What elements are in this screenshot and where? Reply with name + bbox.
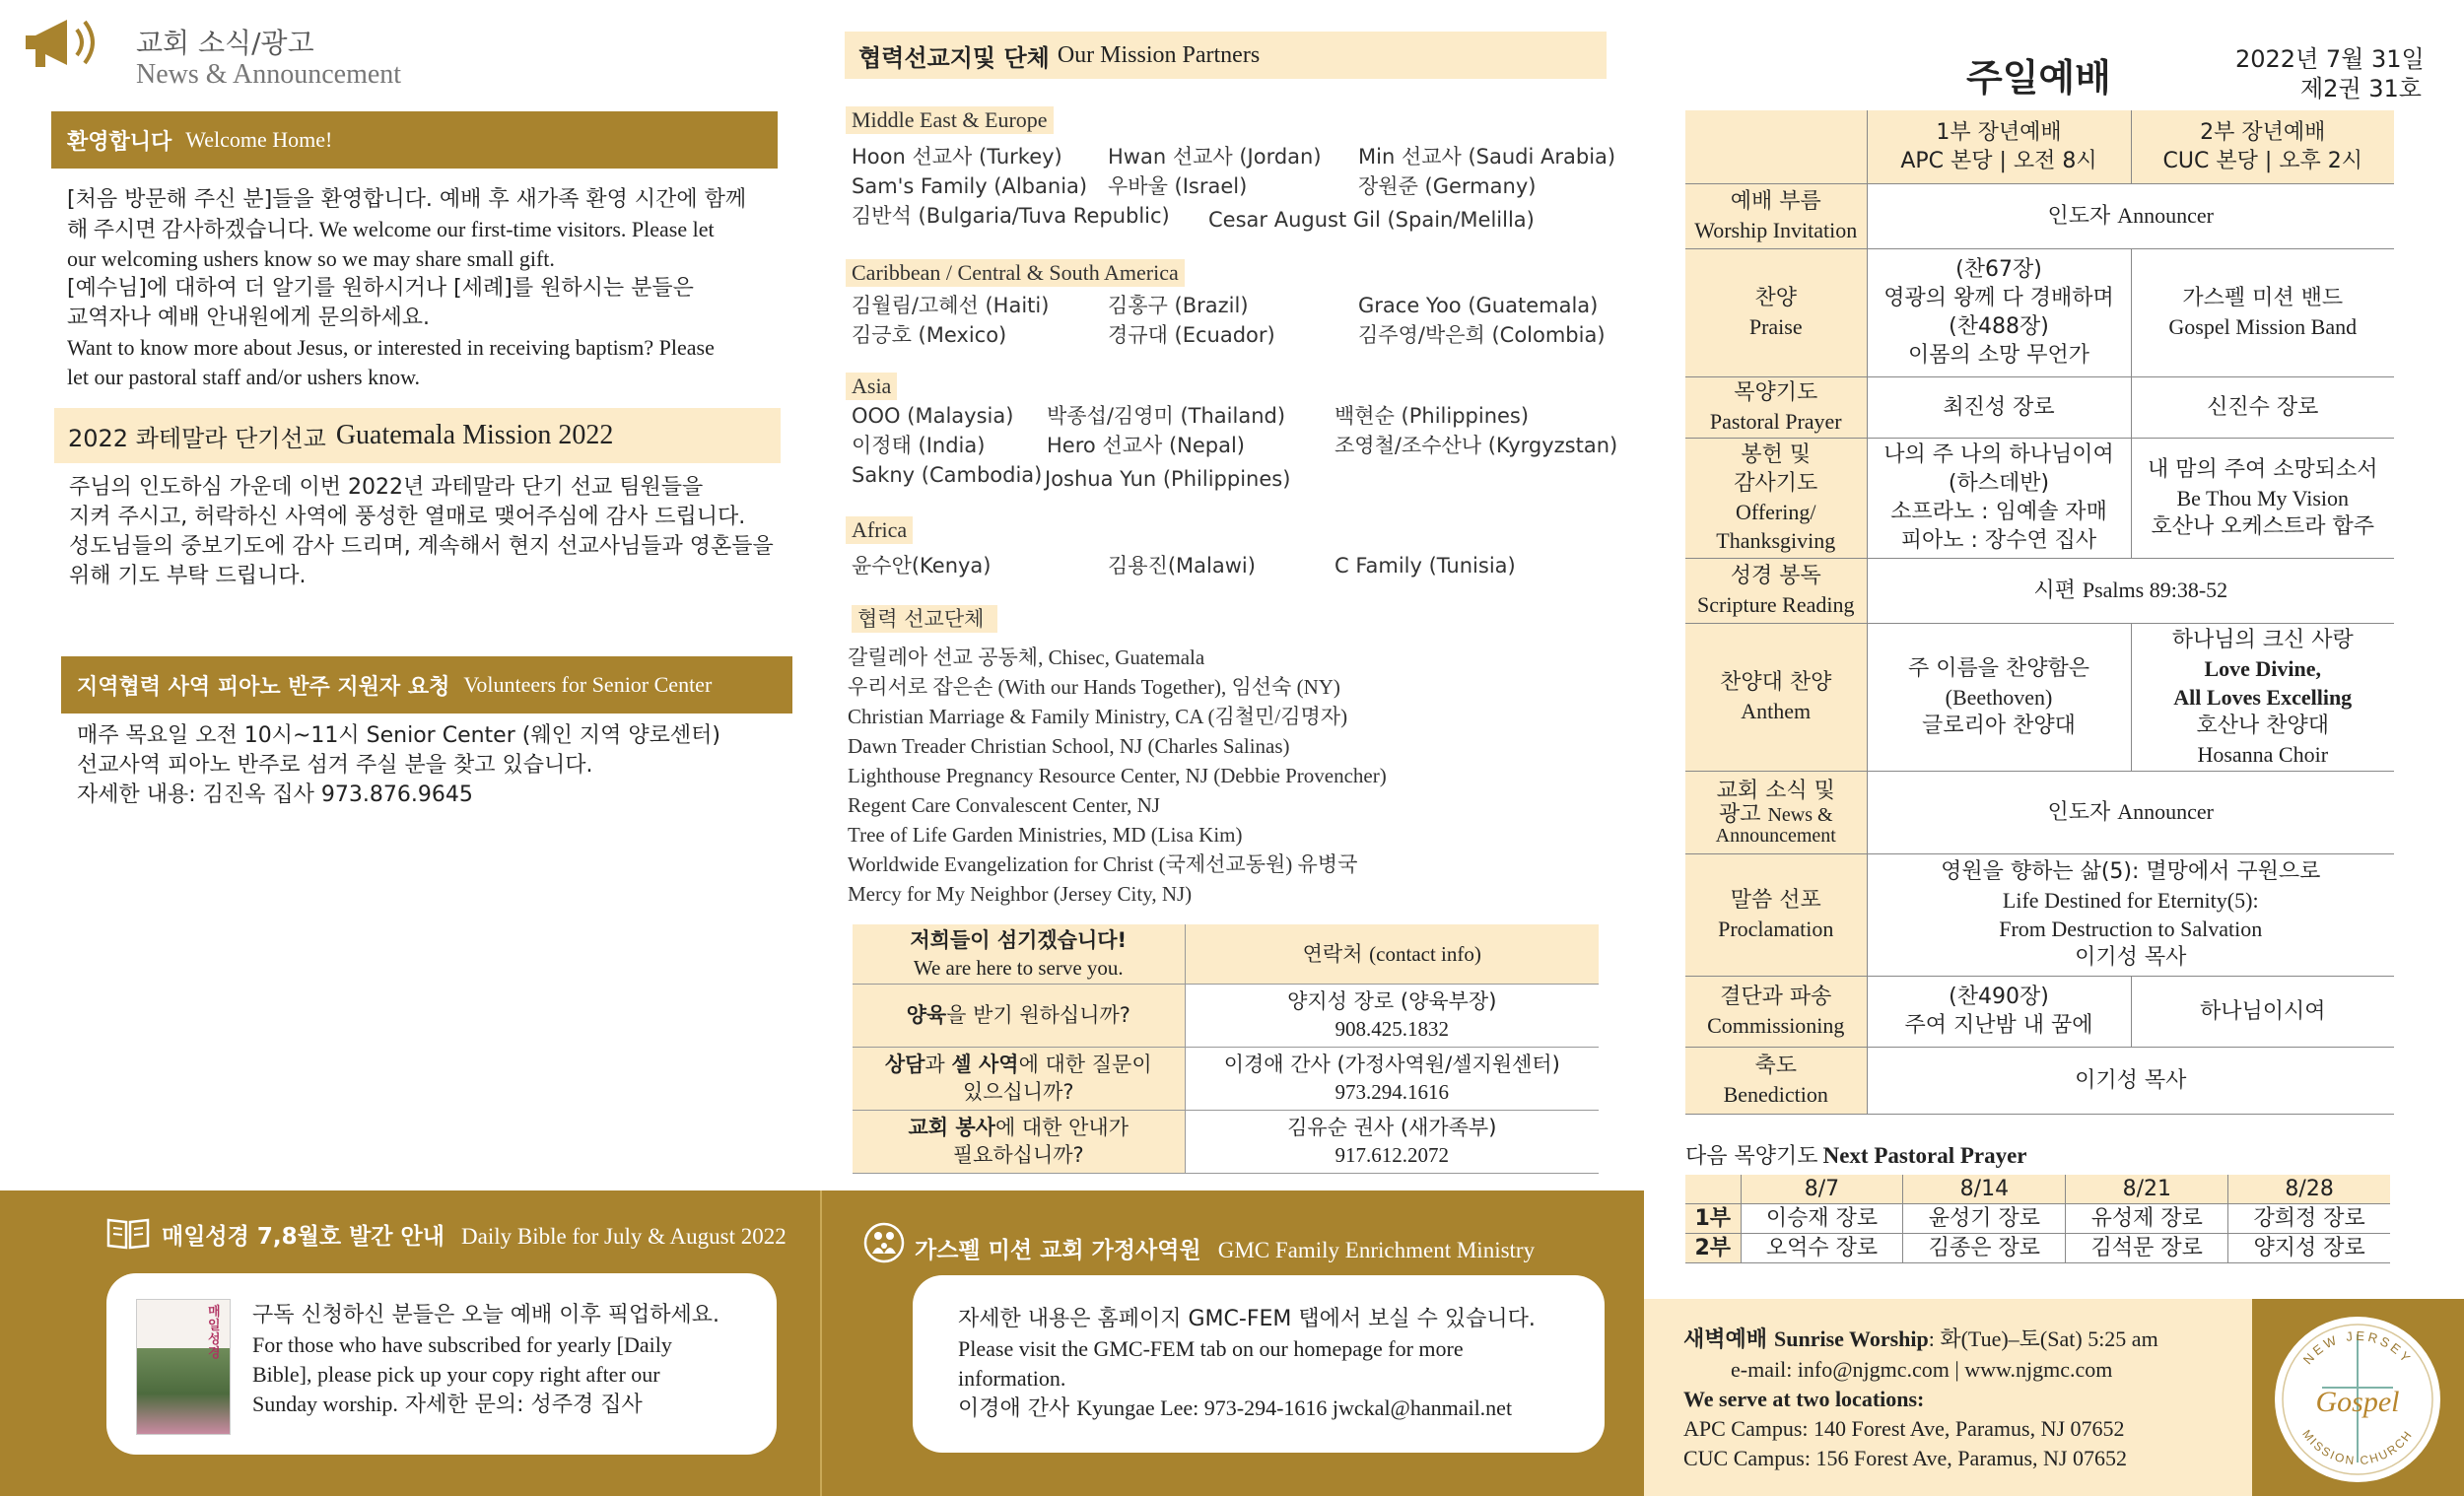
praise-2-ko: 가스펠 미션 밴드 <box>2182 286 2344 310</box>
region-asia: Asia <box>846 373 897 400</box>
serve-r2-rest: 에 대한 질문이 <box>1018 1053 1152 1076</box>
anthem-1-line: 주 이름을 찬양함은 <box>1907 655 2089 681</box>
anthem-1-line: 글로리아 찬양대 <box>1922 713 2076 738</box>
family-body <box>958 1305 1589 1424</box>
partner: C Family (Tunisia) <box>1335 554 1516 578</box>
prayer-date: 8/7 <box>1741 1175 1903 1204</box>
bible-title-ko: 매일성경 7,8월호 발간 안내 <box>162 1224 445 1250</box>
partner: 김월림/고혜선 (Haiti) <box>852 294 1050 317</box>
next-prayer-table <box>1685 1175 2390 1263</box>
serve-head-ko: 저희들이 섬기겠습니다! <box>910 927 1128 952</box>
guatemala-body <box>69 473 779 591</box>
commission-2: 하나님이시여 <box>2131 976 2394 1047</box>
row-label-en: Benediction <box>1723 1082 1828 1107</box>
welcome-line: [처음 방문해 주신 분]들을 환영합니다. 예배 후 새가족 환영 시간에 함께 <box>67 187 747 212</box>
table-row <box>1685 976 2394 1047</box>
news-value-en: Announcer <box>2117 799 2214 824</box>
logo-mid-text: Gospel <box>2315 1386 2400 1418</box>
bible-cover-image <box>136 1299 231 1435</box>
guatemala-header-en: Guatemala Mission 2022 <box>335 420 614 450</box>
partner: Sakny (Cambodia) <box>852 463 1043 487</box>
serve-r2-line2: 있으십니까? <box>962 1080 1074 1104</box>
pastoral-1: 최진성 장로 <box>1867 376 2131 438</box>
footer-text <box>1683 1325 2158 1473</box>
offering-1-line: (하스데반) <box>1948 471 2050 496</box>
serve-head-en: We are here to serve you. <box>913 955 1124 980</box>
welcome-line: Want to know more about Jesus, or interested in receiving baptism? Please <box>67 335 715 360</box>
anthem-2-line: All Loves Excelling <box>2173 684 2353 710</box>
table-row <box>1685 110 2394 183</box>
partner: OOO (Malaysia) <box>852 404 1014 428</box>
praise-1-line: (찬67장) <box>1955 257 2042 282</box>
bible-card <box>106 1273 777 1455</box>
partner: Hoon 선교사 (Turkey) <box>852 145 1062 169</box>
logo-bottom-text: MISSION CHURCH <box>2299 1427 2416 1468</box>
anthem-2-line: Love Divine, <box>2204 655 2322 681</box>
welcome-line: our welcoming ushers know so we may share small gift. <box>67 246 555 271</box>
offering-2-line: 내 맘의 주여 소망되소서 <box>2147 456 2378 482</box>
welcome-line: 교역자나 예배 안내원에게 문의하세요. <box>67 306 431 330</box>
row-label-en: Worship Invitation <box>1694 218 1858 242</box>
partner: Hero 선교사 (Nepal) <box>1047 434 1245 457</box>
offering-2-line: Be Thou My Vision <box>2176 485 2349 510</box>
row-label-en: Thanksgiving <box>1716 528 1836 553</box>
praise-1-line: (찬488장) <box>1949 314 2049 339</box>
prayer-name: 김종은 장로 <box>1903 1234 2066 1263</box>
megaphone-icon <box>22 14 108 71</box>
table-row <box>853 984 1599 1047</box>
news-value-ko: 인도자 <box>2047 800 2111 825</box>
sunrise-time: : 화(Tue)–토(Sat) 5:25 am <box>1928 1326 2158 1351</box>
offering-1-line: 소프라노 : 임예솔 자매 <box>1890 500 2107 524</box>
anthem-1-line: (Beethoven) <box>1945 684 2053 710</box>
row-label-en: Pastoral Prayer <box>1709 409 1842 434</box>
guatemala-header-ko: 2022 콰테말라 단기선교 <box>68 424 326 452</box>
missions-header-en: Our Mission Partners <box>1057 41 1261 68</box>
row-label-ko: 예배 부름 <box>1730 189 1821 214</box>
partner: Cesar August Gil (Spain/Melilla) <box>1208 208 1535 232</box>
region-caribbean: Caribbean / Central & South America <box>846 259 1185 287</box>
piano-body <box>77 721 787 810</box>
bible-cover-title: 매일성경 <box>208 1305 221 1361</box>
next-prayer-title-en: Next Pastoral Prayer <box>1822 1143 2027 1168</box>
family-line: information. <box>958 1366 1066 1391</box>
family-icon <box>863 1222 905 1263</box>
piano-header-en: Volunteers for Senior Center <box>463 672 713 697</box>
next-prayer-title-ko: 다음 목양기도 <box>1685 1144 1818 1169</box>
region-orgs: 협력 선교단체 <box>852 605 997 633</box>
partner: 박종섭/김영미 (Thailand) <box>1047 404 1286 428</box>
anthem-2-line: Hosanna Choir <box>2197 741 2329 767</box>
band-divider <box>820 1190 822 1496</box>
apc-address: APC Campus: 140 Forest Ave, Paramus, NJ 07652 <box>1683 1416 2125 1441</box>
serve-contact-en: (contact info) <box>1369 941 1481 966</box>
serve-r1-bold: 양육 <box>906 1003 947 1027</box>
partner: 조영철/조수산나 (Kyrgyzstan) <box>1335 434 1618 457</box>
guatemala-line: 주님의 인도하심 가운데 이번 2022년 과테말라 단기 선교 팀원들을 <box>69 475 704 500</box>
worship-title: 주일예배 <box>1966 56 2111 100</box>
org-item: 우리서로 잡은손 (With our Hands Together), 임선숙 (NY) <box>848 675 1340 699</box>
partner: Min 선교사 (Saudi Arabia) <box>1358 145 1616 169</box>
welcome-header <box>51 111 778 169</box>
prayer-date: 8/21 <box>2066 1175 2228 1204</box>
row-label-en: Scripture Reading <box>1697 592 1855 617</box>
row-label-en: Proclamation <box>1718 917 1834 941</box>
serve-contact-ko: 연락처 <box>1302 941 1363 966</box>
table-row <box>1685 771 2394 853</box>
family-card <box>913 1275 1605 1453</box>
table-row <box>853 1110 1599 1173</box>
prayer-name: 윤성기 장로 <box>1903 1204 2066 1234</box>
praise-1-line: 이몸의 소망 무언가 <box>1907 343 2089 368</box>
serve-locations-title: We serve at two locations: <box>1683 1387 1925 1411</box>
row-label-ko: 찬양대 찬양 <box>1720 670 1832 695</box>
piano-header-ko: 지역협력 사역 피아노 반주 지원자 요청 <box>77 674 450 700</box>
bible-line: Sunday worship. <box>252 1392 398 1416</box>
guatemala-header <box>54 408 781 463</box>
table-row <box>1685 558 2394 623</box>
serve-r3-bold: 교회 봉사 <box>908 1116 995 1139</box>
serve-r2-bold2: 셀 사역 <box>951 1053 1019 1076</box>
prayer-name: 이승재 장로 <box>1741 1204 1903 1234</box>
row-label-ko: 교회 소식 및 <box>1716 779 1835 803</box>
serve-r3-phone: 917.612.2072 <box>1335 1143 1449 1167</box>
prayer-name: 강희정 장로 <box>2228 1204 2390 1234</box>
scripture-ko: 시편 <box>2033 578 2076 603</box>
serve-r1-rest: 을 받기 원하십니까? <box>946 1003 1130 1027</box>
org-item: Christian Marriage & Family Ministry, CA (김철민/김명자) <box>848 705 1348 728</box>
org-item: Mercy for My Neighbor (Jersey City, NJ) <box>848 882 1193 906</box>
partner: 윤수안(Kenya) <box>852 554 992 578</box>
partner: 김홍구 (Brazil) <box>1108 294 1249 317</box>
bible-title-en: Daily Bible for July & August 2022 <box>461 1224 787 1249</box>
piano-line: 매주 목요일 오전 10시~11시 Senior Center (웨인 지역 양로센터) <box>77 723 720 748</box>
region-middle-east: Middle East & Europe <box>846 106 1054 134</box>
partner: 장원준 (Germany) <box>1358 174 1537 198</box>
offering-1-line: 나의 주 나의 하나님이여 <box>1883 442 2114 467</box>
praise-2-en: Gospel Mission Band <box>2168 314 2358 339</box>
offering-2-line: 호산나 오케스트라 합주 <box>2151 513 2374 539</box>
row-label-en: Announcement <box>1715 825 1836 847</box>
benediction-value: 이기성 목사 <box>1867 1047 2394 1114</box>
org-item: Lighthouse Pregnancy Resource Center, NJ (Debbie Provencher) <box>848 764 1387 787</box>
service1-location: APC 본당 | 오전 8시 <box>1900 148 2097 173</box>
serve-r2-bold: 상담 <box>884 1053 925 1076</box>
guatemala-line: 성도님들의 중보기도에 감사 드리며, 계속해서 현지 선교사님들과 영혼들을 <box>69 534 774 559</box>
partner: 김반석 (Bulgaria/Tuva Republic) <box>852 204 1170 228</box>
table-row <box>853 1047 1599 1110</box>
prayer-name: 유성제 장로 <box>2066 1204 2228 1234</box>
contact-line: e-mail: info@njgmc.com | www.njgmc.com <box>1731 1357 2113 1382</box>
pastoral-2: 신진수 장로 <box>2131 376 2394 438</box>
table-row <box>1685 438 2394 558</box>
serve-r3-line2: 필요하십니까? <box>952 1143 1084 1167</box>
serve-r2-mid: 과 <box>924 1053 952 1076</box>
commission-1-line: (찬490장) <box>1949 985 2049 1009</box>
scripture-en: Psalms 89:38-52 <box>2082 578 2228 602</box>
table-row <box>1685 1204 2390 1234</box>
anthem-2-line: 호산나 찬양대 <box>2196 713 2329 738</box>
family-line: 자세한 내용은 홈페이지 GMC-FEM 탭에서 보실 수 있습니다. <box>958 1307 1536 1331</box>
bible-line-ko: 자세한 문의: 성주경 집사 <box>404 1393 643 1417</box>
serve-r3-name: 김유순 권사 (새가족부) <box>1287 1116 1497 1139</box>
missions-header-ko: 협력선교지및 단체 <box>858 43 1050 72</box>
welcome-line: let our pastoral staff and/or ushers know. <box>67 365 421 389</box>
partner: 김긍호 (Mexico) <box>852 323 1007 347</box>
row-label-ko: 말씀 선포 <box>1730 888 1821 913</box>
sermon-title-en: Life Destined for Eternity(5): <box>2002 888 2259 913</box>
invitation-value-ko: 인도자 <box>2047 204 2111 229</box>
org-item: Dawn Treader Christian School, NJ (Charles Salinas) <box>848 734 1290 758</box>
table-row <box>1685 248 2394 376</box>
logo-top-text: NEW JERSEY <box>2299 1327 2416 1368</box>
row-label-ko: 찬양 <box>1754 286 1797 310</box>
region-africa: Africa <box>846 516 913 544</box>
praise-1-line: 영광의 왕께 다 경배하며 <box>1883 286 2114 310</box>
worship-date: 2022년 7월 31일 <box>2235 45 2425 73</box>
prayer-name: 양지성 장로 <box>2228 1234 2390 1263</box>
org-item: Tree of Life Garden Ministries, MD (Lisa Kim) <box>848 823 1243 847</box>
prayer-row-label: 2부 <box>1685 1234 1741 1263</box>
serve-r2-phone: 973.294.1616 <box>1335 1080 1449 1104</box>
sunrise-ko: 새벽예배 <box>1683 1327 1768 1352</box>
family-title-ko: 가스펠 미션 교회 가정사역원 <box>915 1238 1201 1263</box>
serve-table <box>853 924 1599 1174</box>
row-label-ko: 목양기도 <box>1734 380 1818 405</box>
welcome-header-en: Welcome Home! <box>185 127 333 152</box>
serve-r1-name: 양지성 장로 (양육부장) <box>1287 989 1497 1013</box>
table-row <box>1685 853 2394 976</box>
row-label-ko: 봉헌 및 <box>1741 442 1812 467</box>
guatemala-line: 지켜 주시고, 허락하신 사역에 풍성한 열매로 맺어주심에 감사 드립니다. <box>69 505 746 529</box>
news-title-ko: 교회 소식/광고 <box>136 27 314 59</box>
prayer-date: 8/14 <box>1903 1175 2066 1204</box>
table-row <box>1685 1047 2394 1114</box>
table-row <box>1685 1234 2390 1263</box>
sermon-title-en: From Destruction to Salvation <box>1999 917 2263 941</box>
bible-line: For those who have subscribed for yearly [Daily <box>252 1332 672 1357</box>
service2-location: CUC 본당 | 오후 2시 <box>2162 148 2362 173</box>
row-label-en: News & <box>1767 804 1833 826</box>
row-label-ko: 결단과 파송 <box>1720 985 1832 1009</box>
welcome-line: [예수님]에 대하여 더 알기를 원하시거나 [세례]를 원하시는 분들은 <box>67 276 694 301</box>
piano-header <box>61 656 792 714</box>
family-line: Kyungae Lee: 973-294-1616 jwckal@hanmail.net <box>1076 1395 1513 1420</box>
family-title-en: GMC Family Enrichment Ministry <box>1217 1238 1536 1262</box>
family-title <box>915 1232 1535 1264</box>
row-label-ko: 축도 <box>1754 1054 1797 1078</box>
row-label-en: Commissioning <box>1707 1013 1845 1038</box>
family-line: Please visit the GMC-FEM tab on our homepage for more <box>958 1336 1464 1361</box>
church-logo <box>2273 1315 2442 1484</box>
next-prayer-title <box>1685 1139 2027 1170</box>
org-item: Regent Care Convalescent Center, NJ <box>848 793 1160 817</box>
table-row <box>1685 183 2394 248</box>
guatemala-line: 위해 기도 부탁 드립니다. <box>69 564 307 588</box>
bible-line: 구독 신청하신 분들은 오늘 예배 이후 픽업하세요. <box>252 1303 719 1327</box>
row-label-ko: 광고 <box>1718 802 1761 827</box>
partner: 김용진(Malawi) <box>1108 554 1256 578</box>
cuc-address: CUC Campus: 156 Forest Ave, Paramus, NJ 07652 <box>1683 1446 2127 1470</box>
row-label-ko: 성경 봉독 <box>1730 564 1821 588</box>
sermon-title-ko: 영원을 향하는 삶(5): 멸망에서 구원으로 <box>1941 859 2321 884</box>
row-label-ko: 감사기도 <box>1734 471 1818 496</box>
partner: 경규대 (Ecuador) <box>1108 323 1275 347</box>
serve-r1-phone: 908.425.1832 <box>1335 1017 1449 1041</box>
bible-body <box>252 1301 765 1420</box>
invitation-value-en: Announcer <box>2117 203 2214 228</box>
welcome-line: 해 주시면 감사하겠습니다. We welcome our first-time visitors. Please let <box>67 217 715 241</box>
piano-line: 자세한 내용: 김진옥 집사 973.876.9645 <box>77 782 473 807</box>
commission-1-line: 주여 지난밤 내 꿈에 <box>1904 1013 2093 1038</box>
table-row <box>1685 1175 2390 1204</box>
bible-title <box>162 1218 787 1251</box>
prayer-name: 오억수 장로 <box>1741 1234 1903 1263</box>
family-line-ko: 이경애 간사 <box>958 1396 1070 1421</box>
welcome-header-ko: 환영합니다 <box>67 129 172 155</box>
book-icon <box>106 1216 150 1250</box>
table-row <box>853 924 1599 984</box>
worship-issue: 제2권 31호 <box>2300 75 2422 102</box>
offering-1-line: 피아노 : 장수연 집사 <box>1900 528 2097 553</box>
bible-line: Bible], please pick up your copy right after our <box>252 1362 660 1387</box>
table-row <box>1685 623 2394 771</box>
row-label-en: Offering/ <box>1736 500 1816 524</box>
partner: Hwan 선교사 (Jordan) <box>1108 145 1322 169</box>
worship-table <box>1685 110 2394 1115</box>
partner: Sam's Family (Albania) <box>852 174 1088 198</box>
serve-r3-rest: 에 대한 안내가 <box>994 1116 1129 1139</box>
table-row <box>1685 376 2394 438</box>
welcome-body <box>67 185 777 392</box>
partner: 우바울 (Israel) <box>1108 174 1248 198</box>
prayer-row-label: 1부 <box>1685 1204 1741 1234</box>
row-label-en: Anthem <box>1741 699 1812 723</box>
partner: 이정태 (India) <box>852 434 986 457</box>
sermon-preacher: 이기성 목사 <box>2075 945 2187 970</box>
row-label-en: Praise <box>1748 314 1803 339</box>
org-item: Worldwide Evangelization for Christ (국제선교동원) 유병국 <box>848 852 1358 876</box>
anthem-2-line: 하나님의 크신 사랑 <box>2171 627 2354 652</box>
serve-r2-name: 이경애 간사 (가정사역원/셀지원센터) <box>1223 1053 1560 1076</box>
prayer-name: 김석문 장로 <box>2066 1234 2228 1263</box>
partner: 김주영/박은희 (Colombia) <box>1358 323 1606 347</box>
sunrise-en: Sunrise Worship <box>1774 1326 1929 1351</box>
org-item: 갈릴레아 선교 공동체, Chisec, Guatemala <box>848 646 1205 669</box>
news-title-en: News & Announcement <box>136 59 402 90</box>
partner: Grace Yoo (Guatemala) <box>1358 294 1599 317</box>
partner: 백현순 (Philippines) <box>1335 404 1530 428</box>
missions-header <box>845 32 1607 79</box>
piano-line: 선교사역 피아노 반주로 섬겨 주실 분을 찾고 있습니다. <box>77 753 593 778</box>
prayer-date: 8/28 <box>2228 1175 2390 1204</box>
service1-name: 1부 장년예배 <box>1936 119 2062 145</box>
partner: Joshua Yun (Philippines) <box>1045 467 1291 491</box>
service2-name: 2부 장년예배 <box>2200 119 2326 145</box>
